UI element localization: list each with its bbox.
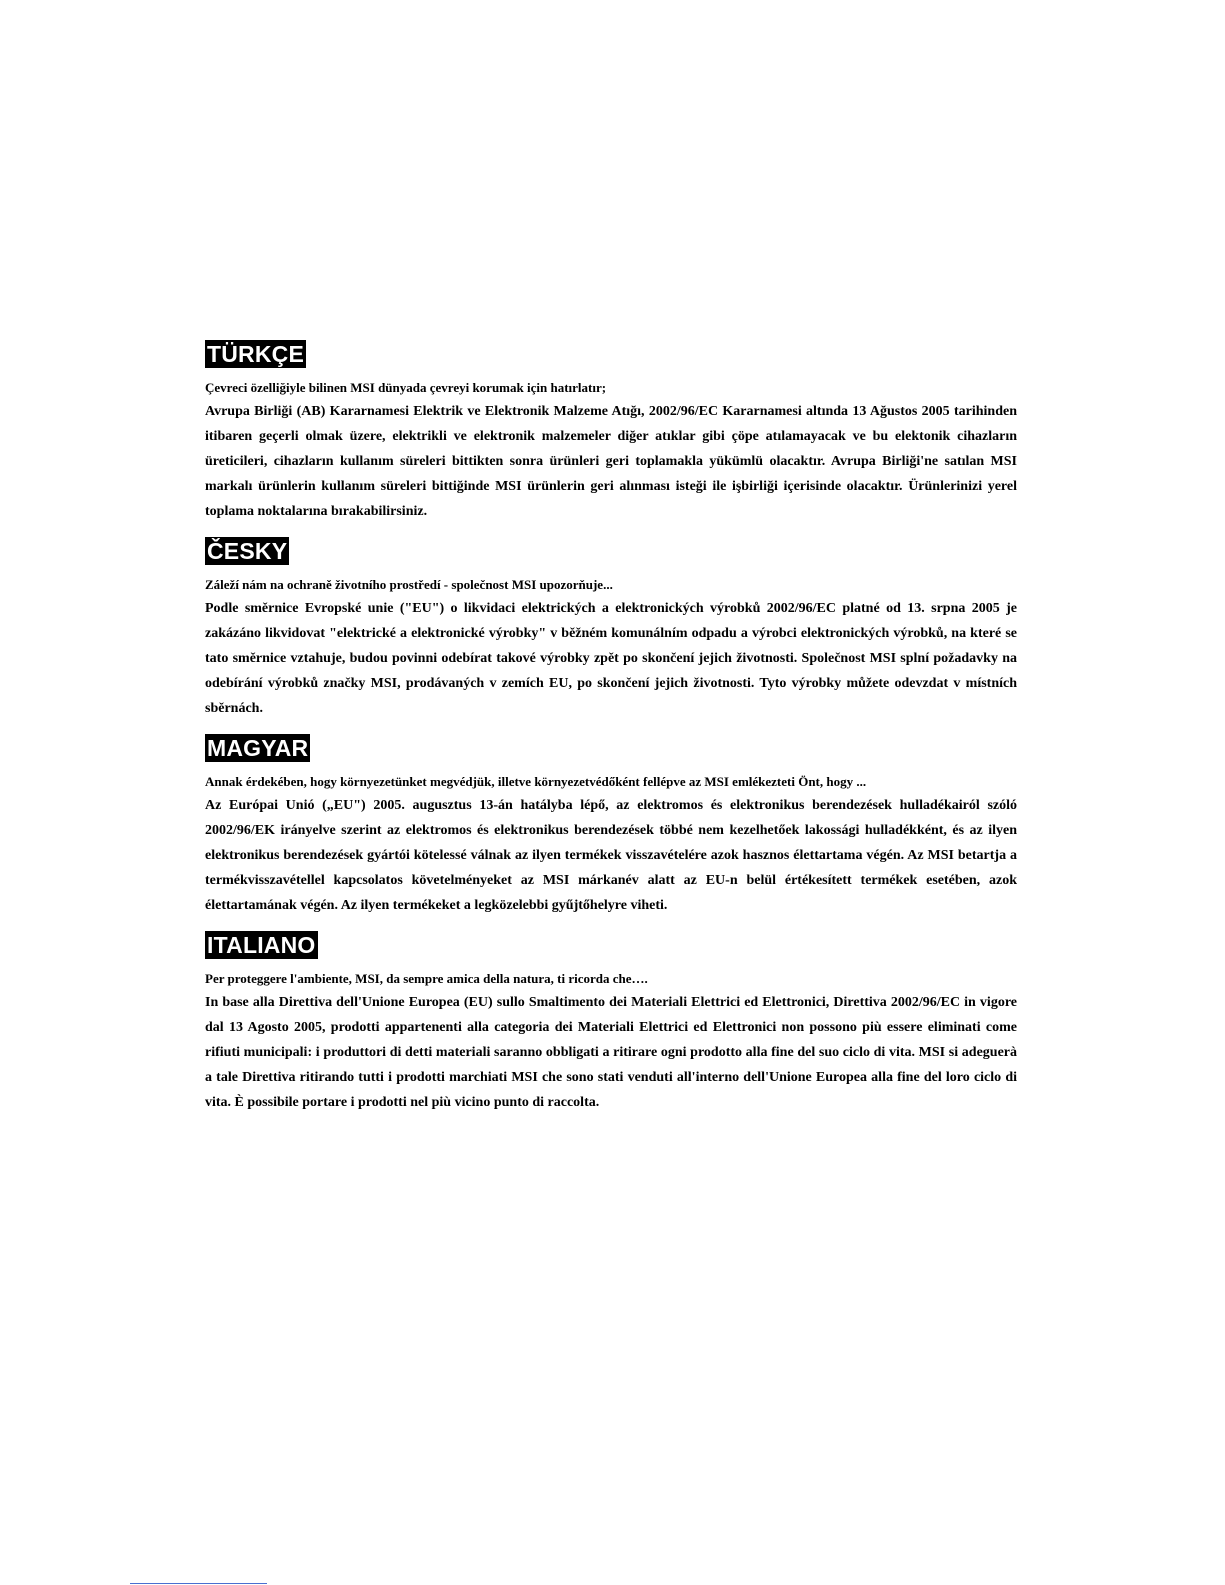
language-heading-italiano: ITALIANO — [207, 932, 316, 958]
section-turkce — [205, 340, 1017, 524]
section-intro: Záleží nám na ochraně životního prostředí - společnost MSI upozorňuje... — [205, 577, 613, 592]
language-heading-turkce: TÜRKÇE — [207, 341, 305, 367]
section-body: Avrupa Birliği (AB) Kararnamesi Elektrik ve Elektronik Malzeme Atığı, 2002/96/EC Kararnamesi altında 13 Ağustos 2005 tarihinden itibaren geçerli olmak üzere, elektrikli ve elektronik malzemeler diğer atıklar gibi çöpe atılamayacak ve bu elektonik cihazların üreticileri, cihazların kullanım süreleri bittikten sonra ürünleri geri toplamakla yükümlü olacaktır. Avrupa Birliği'ne satılan MSI markalı ürünlerin kullanım süreleri bittiğinde MSI ürünlerin geri alınması isteği ile işbirliği içerisinde olacaktır. Ürünlerinizi yerel toplama noktalarına bırakabilirsiniz. — [205, 404, 1017, 519]
section-cesky — [205, 537, 1017, 721]
document-content — [205, 340, 1017, 1128]
section-magyar — [205, 734, 1017, 918]
section-intro: Annak érdekében, hogy környezetünket megvédjük, illetve környezetvédőként fellépve az MSI emlékezteti Önt, hogy ... — [205, 774, 867, 789]
section-body: Podle směrnice Evropské unie ("EU") o likvidaci elektrických a elektronických výrobků 2002/96/EC platné od 13. srpna 2005 je zakázáno likvidovat "elektrické a elektronické výrobky" v běžném komunálním odpadu a výrobci elektronických výrobků, na které se tato směrnice vztahuje, budou povinni odebírat takové výrobky zpět po skončení jejich životnosti. Společnost MSI splní požadavky na odebírání výrobků značky MSI, prodávaných v zemích EU, po skončení jejich životnosti. Tyto výrobky můžete odevzdat v místních sběrnách. — [205, 601, 1017, 716]
footer-rule — [130, 1583, 267, 1584]
section-body: Az Európai Unió („EU") 2005. augusztus 13-án hatályba lépő, az elektromos és elektronikus berendezések hulladékairól szóló 2002/96/EK irányelve szerint az elektromos és elektronikus berendezések többé nem kezelhetőek lakossági hulladékként, és az ilyen elektronikus berendezések gyártói kötelessé válnak az ilyen termékek visszavételére azok hasznos élettartama végén. Az MSI betartja a termékvisszavétellel kapcsolatos követelményeket az MSI márkanév alatt az EU-n belül értékesített termékek esetében, azok élettartamának végén. Az ilyen termékeket a legközelebbi gyűjtőhelyre viheti. — [205, 798, 1017, 913]
section-italiano — [205, 931, 1017, 1115]
section-intro: Per proteggere l'ambiente, MSI, da sempre amica della natura, ti ricorda che…. — [205, 971, 648, 986]
section-body: In base alla Direttiva dell'Unione Europea (EU) sullo Smaltimento dei Materiali Elettrici ed Elettronici, Direttiva 2002/96/EC in vigore dal 13 Agosto 2005, prodotti appartenenti alla categoria dei Materiali Elettrici ed Elettronici non possono più essere eliminati come rifiuti municipali: i produttori di detti materiali saranno obbligati a ritirare ogni prodotto alla fine del suo ciclo di vita. MSI si adeguerà a tale Direttiva ritirando tutti i prodotti marchiati MSI che sono stati venduti all'interno dell'Unione Europea alla fine del loro ciclo di vita. È possibile portare i prodotti nel più vicino punto di raccolta. — [205, 995, 1017, 1110]
section-intro: Çevreci özelliğiyle bilinen MSI dünyada çevreyi korumak için hatırlatır; — [205, 380, 607, 395]
language-heading-cesky: ČESKY — [207, 538, 288, 564]
language-heading-magyar: MAGYAR — [207, 735, 309, 761]
